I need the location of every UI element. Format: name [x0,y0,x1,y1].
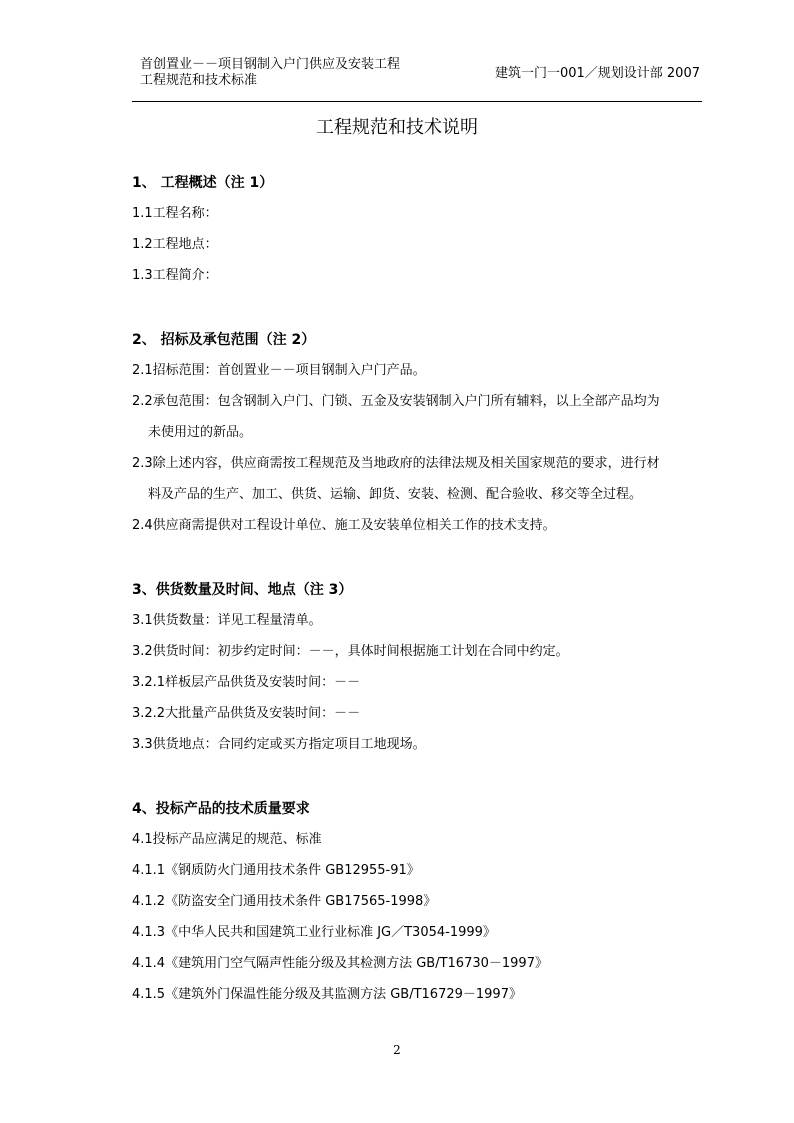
clause-line: 1.2工程地点： [132,237,218,252]
section-4 [132,798,702,1015]
clause-line: 4.1.4《建筑用门空气隔声性能分级及其检测方法 GB/T16730－1997》 [132,956,548,971]
clause-line: 2.2承包范围：包含钢制入户门、门锁、五金及安装钢制入户门所有辅料，以上全部产品均为 [132,394,660,409]
section-3 [132,579,702,765]
clause-continuation: 料及产品的生产、加工、供货、运输、卸货、安装、检测、配合验收、移交等全过程。 [148,487,643,502]
clause-line: 3.2.2大批量产品供货及安装时间：－－ [132,706,361,721]
header-divider [132,101,702,102]
section-1 [132,172,702,296]
clause-continuation: 未使用过的新品。 [148,425,253,440]
clause-line: 4.1.2《防盗安全门通用技术条件 GB17565-1998》 [132,894,437,909]
section-heading: 3、供货数量及时间、地点（注 3） [132,582,353,598]
clause-line: 2.3除上述内容，供应商需按工程规范及当地政府的法律法规及相关国家规范的要求，进行材 [132,456,660,471]
clause-line: 4.1.5《建筑外门保温性能分级及其监测方法 GB/T16729－1997》 [132,987,522,1002]
clause-line: 4.1投标产品应满足的规范、标准 [132,832,322,847]
section-heading: 1、 工程概述（注 1） [132,175,274,191]
clause-line: 3.2供货时间：初步约定时间：－－，具体时间根据施工计划在合同中约定。 [132,644,569,659]
clause-line: 3.3供货地点：合同约定或买方指定项目工地现场。 [132,737,426,752]
section-heading: 2、 招标及承包范围（注 2） [132,332,316,348]
clause-line: 3.2.1样板层产品供货及安装时间：－－ [132,675,361,690]
header-left [140,57,400,89]
document-body [132,172,702,1048]
clause-line: 3.1供货数量：详见工程量清单。 [132,613,322,628]
section-heading: 4、投标产品的技术质量要求 [132,801,310,817]
clause-line: 2.4供应商需提供对工程设计单位、施工及安装单位相关工作的技术支持。 [132,518,556,533]
clause-line: 1.1工程名称： [132,206,218,221]
header-doc-code: 建筑一门一001／规划设计部 2007 [494,66,700,81]
header-project-line: 首创置业－－项目钢制入户门供应及安装工程 [140,57,401,72]
header-subtitle-line: 工程规范和技术标准 [140,73,258,88]
document-title: 工程规范和技术说明 [316,117,478,138]
clause-line: 4.1.3《中华人民共和国建筑工业行业标准 JG／T3054-1999》 [132,925,496,940]
clause-line: 1.3工程简介： [132,268,218,283]
clause-line: 4.1.1《钢质防火门通用技术条件 GB12955-91》 [132,863,420,878]
clause-line: 2.1招标范围：首创置业－－项目钢制入户门产品。 [132,363,426,378]
page-number: 2 [393,1043,401,1057]
section-2 [132,329,702,546]
